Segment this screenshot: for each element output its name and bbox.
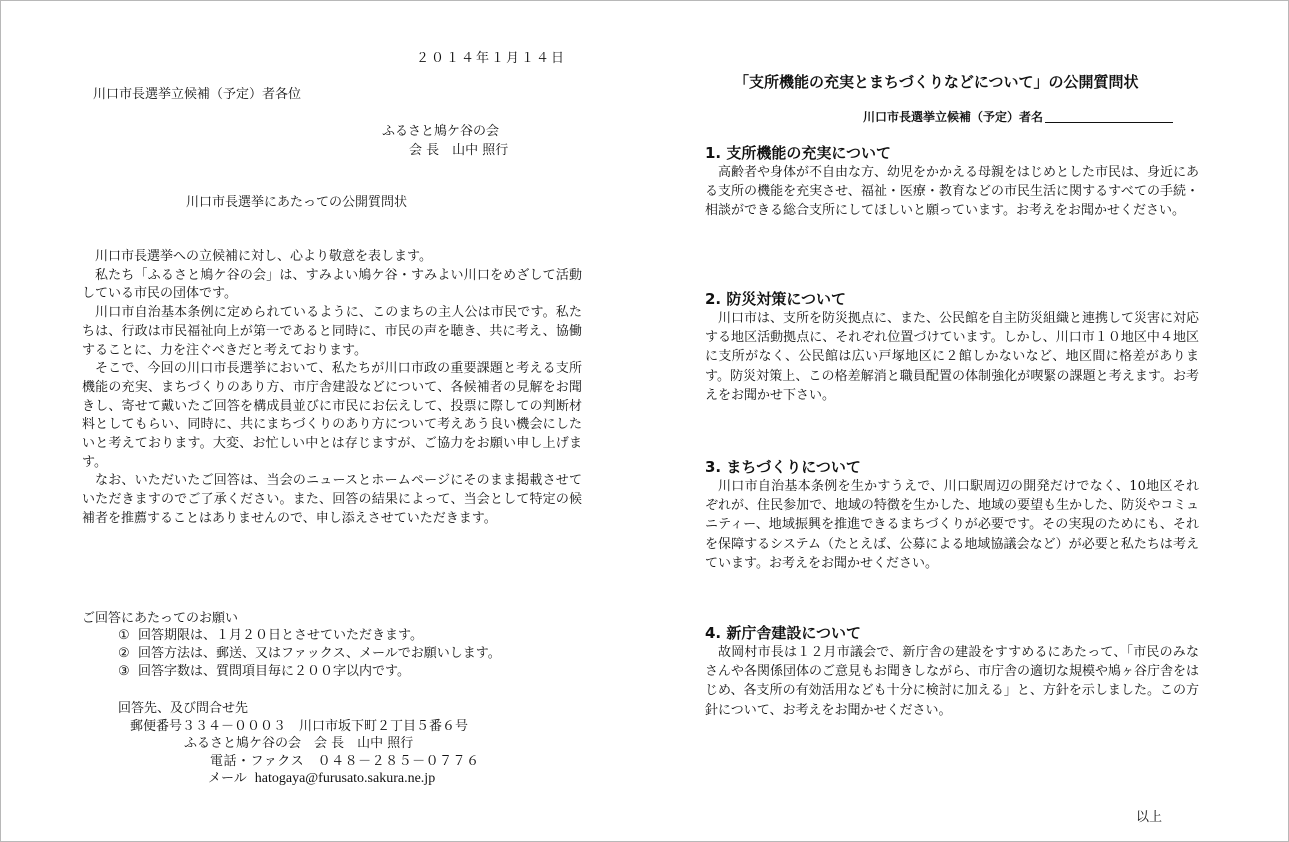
question-section xyxy=(705,290,1199,405)
letter-paragraph: そこで、今回の川口市長選挙において、私たちが川口市政の重要課題と考える支所機能の充実、まちづくりのあり方、市庁舎建設などについて、各候補者の見解をお聞きし、寄せて戴いたご回答を構成員並びに市民にお伝えして、投票に際しての判断材料としてもらい、同時に、共にまちづくりのあり方について考えあう良い機会にしたいと考えております。大変、お忙しい中とは存じますが、ご協力をお願い申し上げます。 xyxy=(82,361,582,470)
request-item xyxy=(118,627,501,645)
contact-heading: 回答先、及び問合せ先 xyxy=(118,701,249,716)
question-section xyxy=(705,624,1199,720)
question-heading: 4. 新庁舎建設について xyxy=(705,624,862,642)
letter-paragraph: 川口市長選挙への立候補に対し、心より敬意を表します。 xyxy=(95,249,432,264)
contact-block xyxy=(118,700,480,788)
request-item xyxy=(118,645,501,663)
question-heading: 3. まちづくりについて xyxy=(705,458,861,476)
question-section xyxy=(705,144,1199,221)
question-body: 川口市自治基本条例を生かすうえで、川口駅周辺の開発だけでなく、10地区それぞれが、住民参加で、地域の特徴を生かした、地域の要望も生かした、防災やコミュニティー、地域振興を推進できるまちづくりが必要です。その実現のためにも、それを保障するシステム（たとえば、公募による地域協議会など）が必要と私たちは考えています。お考えをお聞かせください。 xyxy=(705,479,1199,571)
candidate-blank-line xyxy=(1045,122,1173,123)
letter-paragraph: なお、いただいたご回答は、当会のニュースとホームページにそのまま掲載させていただきますのでご了承ください。また、回答の結果によって、当会として特定の候補者を推薦することはありませんので、申し添えさせていただきます。 xyxy=(82,473,582,526)
request-number: ① xyxy=(118,628,130,643)
contact-email xyxy=(118,770,480,788)
contact-address: 郵便番号３３４－０００３ 川口市坂下町２丁目５番６号 xyxy=(130,718,469,734)
sender-name: 会 長 山中 照行 xyxy=(409,143,509,158)
contact-phone: 電話・ファクス ０４８－２８５－０７７６ xyxy=(210,753,480,769)
request-text: 回答方法は、郵送、又はファックス、メールでお願いします。 xyxy=(138,646,501,661)
closing-mark: 以上 xyxy=(1136,810,1163,825)
letter-date: ２０１４年１月１４日 xyxy=(416,51,567,66)
question-heading: 1. 支所機能の充実について xyxy=(705,144,892,162)
request-number: ② xyxy=(118,646,130,661)
request-text: 回答字数は、質問項目毎に２００字以内です。 xyxy=(138,664,410,679)
request-text: 回答期限は、１月２０日とさせていただきます。 xyxy=(138,628,423,643)
question-body: 故岡村市長は１２月市議会で、新庁舎の建設をすすめるにあたって、「市民のみなさんや各関係団体のご意見もお聞きしながら、市庁舎の適切な規模や鳩ヶ谷庁舎をはじめ、各支所の有効活用なども十分に検討に加える」と、方針を示しました。この方針について、お考えをお聞かせください。 xyxy=(705,645,1200,718)
email-label: メール xyxy=(208,771,247,787)
contact-organization: ふるさと鳩ケ谷の会 会 長 山中 照行 xyxy=(184,736,414,752)
questionnaire-title: 「支所機能の充実とまちづくりなどについて」の公開質問状 xyxy=(734,73,1139,91)
letter-title: 川口市長選挙にあたっての公開質問状 xyxy=(186,195,408,210)
question-body: 高齢者や身体が不自由な方、幼児をかかえる母親をはじめとした市民は、身近にある支所の機能を充実させ、福祉・医療・教育などの市民生活に関するすべての手続・相談ができる総合支所にしてほしいと願っています。お考えをお聞かせください。 xyxy=(705,165,1200,219)
cover-letter-page xyxy=(0,0,644,842)
request-item xyxy=(118,663,501,681)
question-section xyxy=(705,458,1199,573)
sender-organization: ふるさと鳩ケ谷の会 xyxy=(382,124,500,139)
candidate-name-field xyxy=(863,108,1173,125)
requests-list xyxy=(118,627,501,681)
question-body: 川口市は、支所を防災拠点に、また、公民館を自主防災組織と連携して災害に対応する地区活動拠点に、それぞれ位置づけています。しかし、川口市１０地区中４地区に支所がなく、公民館は広い戸塚地区に２館しかないなど、地区間に格差があります。防災対策上、この格差解消と職員配置の体制強化が喫緊の課題と考えます。お考えをお聞かせ下さい。 xyxy=(705,311,1200,403)
question-heading: 2. 防災対策について xyxy=(705,290,847,308)
requests-heading: ご回答にあたってのお願い xyxy=(82,611,239,626)
letter-paragraph: 私たち「ふるさと鳩ケ谷の会」は、すみよい鳩ケ谷・すみよい川口をめざして活動している市民の団体です。 xyxy=(82,267,582,302)
letter-addressee: 川口市長選挙立候補（予定）者各位 xyxy=(93,87,302,102)
request-number: ③ xyxy=(118,664,130,679)
letter-body xyxy=(82,248,582,529)
questionnaire-page xyxy=(644,0,1289,842)
email-address: hatogaya@furusato.sakura.ne.jp xyxy=(254,771,436,787)
candidate-label: 川口市長選挙立候補（予定）者名 xyxy=(863,110,1044,124)
letter-paragraph: 川口市自治基本条例に定められているように、このまちの主人公は市民です。私たちは、行政は市民福祉向上が第一であると同時に、市民の声を聴き、共に考え、協働することに、力を注ぐべきだと考えております。 xyxy=(82,305,582,358)
